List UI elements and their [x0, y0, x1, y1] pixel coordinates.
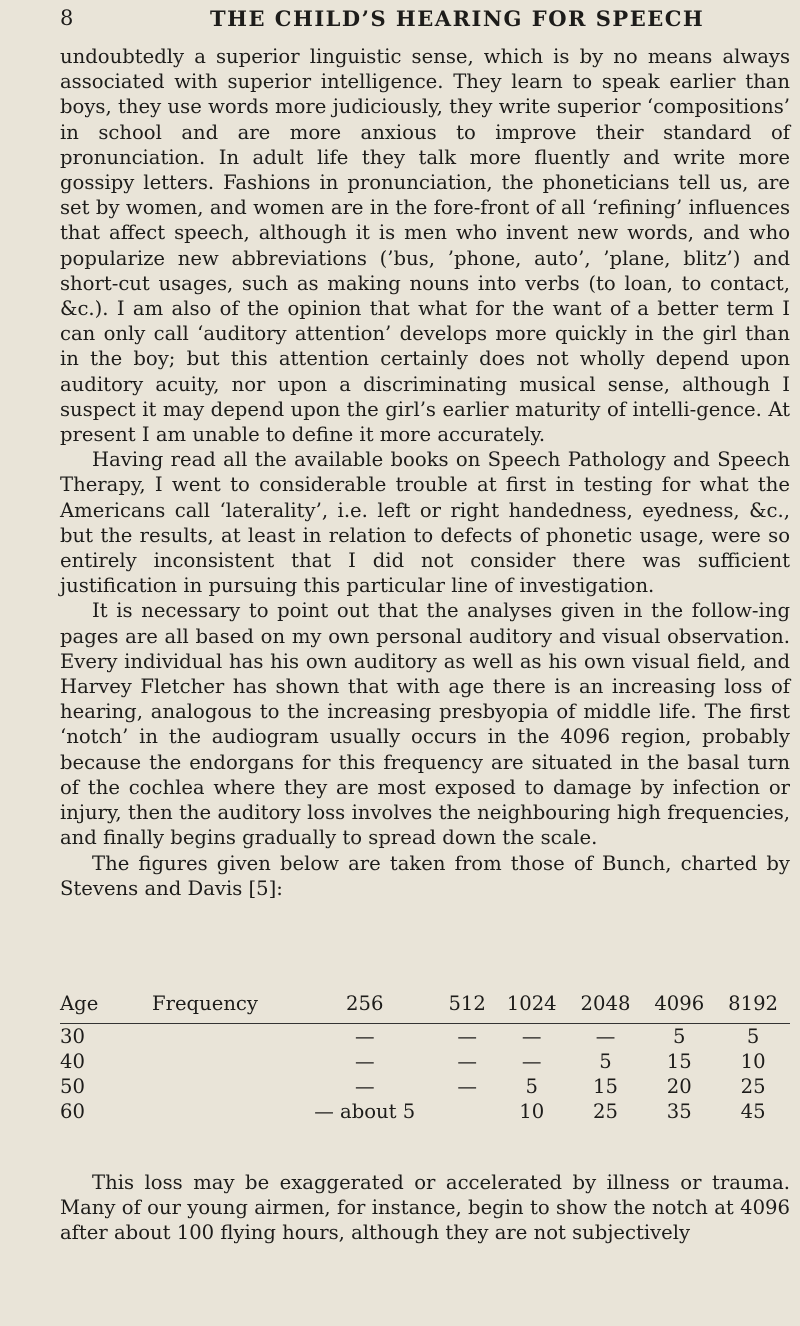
table-cell: — [521, 1050, 542, 1073]
table-cell: — [457, 1050, 477, 1073]
table-cell: 10 [519, 1100, 545, 1123]
table-cell: 25 [740, 1075, 766, 1098]
table-cell: 45 [740, 1100, 766, 1123]
table-cell: 50 [60, 1075, 85, 1098]
table-cell: 5 [746, 1025, 760, 1048]
column-header: Frequency [120, 988, 290, 1024]
table-cell: — [457, 1025, 477, 1048]
closing-text [60, 1170, 790, 1246]
table-cell [439, 1099, 494, 1124]
table-cell [120, 1049, 290, 1074]
column-header: 8192 [716, 988, 790, 1024]
table-row [60, 1074, 790, 1099]
table-cell: 40 [60, 1050, 85, 1073]
table-header-row [60, 988, 790, 1024]
table-cell: — [354, 1050, 375, 1073]
table-cell: — [521, 1025, 542, 1048]
column-header: 256 [290, 988, 439, 1024]
table-cell: 60 [60, 1100, 85, 1123]
column-header: 1024 [495, 988, 569, 1024]
table-cell: 25 [593, 1100, 618, 1123]
table-cell [120, 1099, 290, 1124]
table-cell: 15 [593, 1075, 618, 1098]
paragraph: This loss may be exaggerated or accelerated by illness or trauma. Many of our young airmen, for instance, begin to show the notch at 4096 after about 100 flying hours, although they are not subjectively [60, 1171, 790, 1245]
table-cell: — [354, 1025, 375, 1048]
column-header: 4096 [642, 988, 716, 1024]
table-cell: 20 [666, 1075, 692, 1098]
paragraph: undoubtedly a superior linguistic sense, which is by no means always associated with superior intelligence. They learn to speak earlier than boys, they use words more judiciously, they write superior ‘compositions’ in school and are more anxious to improve their standard of pronunciation. In adult life they talk more fluently and write more gossipy letters. Fashions in pronunciation, the phoneticians tell us, are set by women, and women are in the fore-front of all ‘refining’ influences that affect speech, although it is men who invent new words, and who popularize new abbreviations (’bus, ’phone, auto’, ’plane, blitz’) and short-cut usages, such as making nouns into verbs (to loan, to contact, &c.). I am also of the opinion that what for the want of a better term I can only call ‘auditory attention’ develops more quickly in the girl than in the boy; but this attention certainly does not wholly depend upon auditory acuity, nor upon a discriminating musical sense, although I suspect it may depend upon the girl’s earlier maturity of intelli-gence. At present I am unable to define it more accurately. [60, 45, 790, 447]
table-cell [120, 1074, 290, 1099]
table-cell [120, 1024, 290, 1050]
running-title: THE CHILD’S HEARING FOR SPEECH [210, 6, 705, 31]
page-header [60, 2, 760, 42]
table-cell: 5 [673, 1025, 686, 1048]
hearing-loss-table [60, 988, 790, 1124]
table-cell: 5 [525, 1075, 538, 1098]
table-cell: — about 5 [314, 1100, 416, 1123]
column-header: 512 [439, 988, 494, 1024]
table-cell: — [354, 1075, 375, 1098]
table-row [60, 1024, 790, 1050]
table-cell: 30 [60, 1025, 85, 1048]
table-row [60, 1099, 790, 1124]
body-text [60, 44, 790, 901]
column-header: 2048 [569, 988, 643, 1024]
column-header: Age [60, 988, 120, 1024]
table-cell: 35 [666, 1100, 692, 1123]
table-cell: — [457, 1075, 477, 1098]
table-cell: — [595, 1025, 616, 1048]
table-cell: 5 [599, 1050, 612, 1073]
paragraph: It is necessary to point out that the analyses given in the follow-ing pages are all based on my own personal auditory and visual observation. Every individual has his own auditory as well as his own visual field, and Harvey Fletcher has shown that with age there is an increasing loss of hearing, analogous to the increasing presbyopia of middle life. The first ‘notch’ in the audiogram usually occurs in the 4096 region, probably because the endorgans for this frequency are situated in the basal turn of the cochlea where they are most exposed to damage by infection or injury, then the auditory loss involves the neighbouring high frequencies, and finally begins gradually to spread down the scale. [60, 599, 790, 850]
table-row [60, 1049, 790, 1074]
page-number: 8 [60, 6, 74, 30]
paragraph: Having read all the available books on Speech Pathology and Speech Therapy, I went to considerable trouble at first in testing for what the Americans call ‘laterality’, i.e. left or right handedness, eyedness, &c., but the results, at least in relation to defects of phonetic usage, were so entirely inconsistent that I did not consider there was sufficient justification in pursuing this particular line of investigation. [60, 448, 790, 598]
table-cell: 15 [666, 1050, 692, 1073]
table-cell: 10 [740, 1050, 766, 1073]
paragraph: The figures given below are taken from those of Bunch, charted by Stevens and Davis [5]: [60, 851, 790, 900]
